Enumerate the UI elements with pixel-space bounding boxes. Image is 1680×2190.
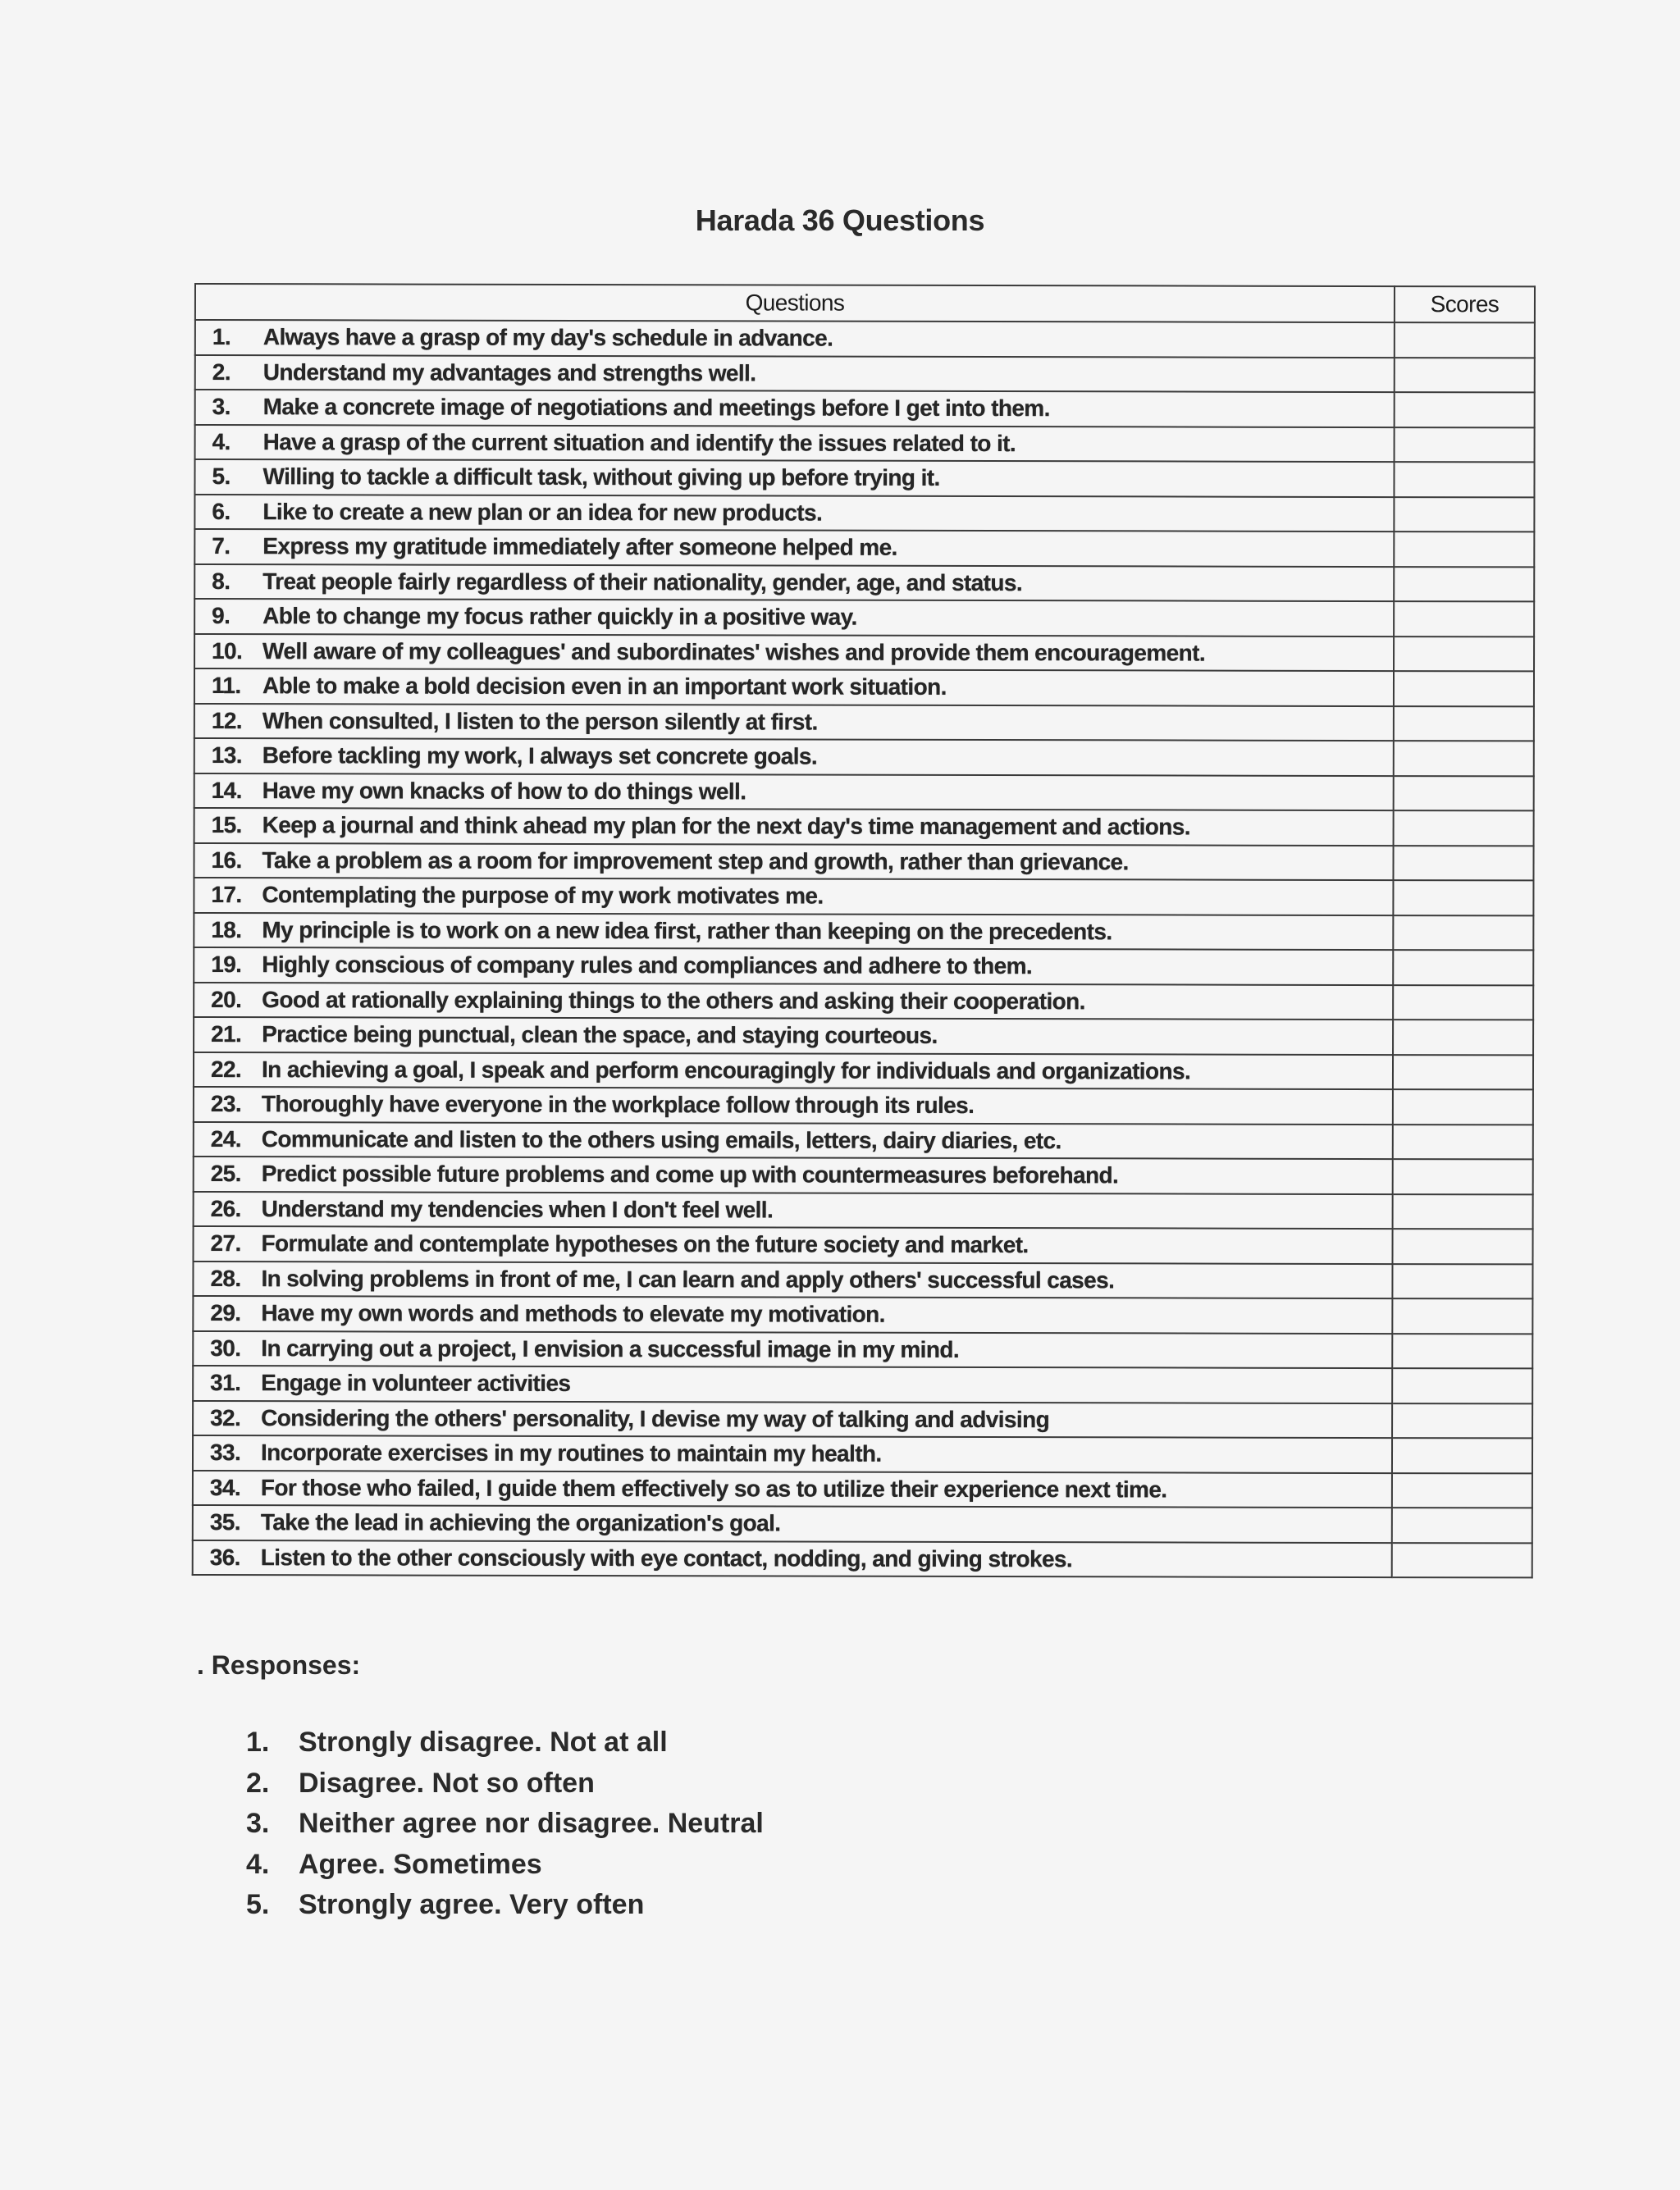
question-text: In solving problems in front of me, I can learn and apply others' successful cases. <box>261 1265 1115 1293</box>
response-text: Agree. Sometimes <box>299 1848 542 1880</box>
table-row <box>194 878 1533 915</box>
score-cell[interactable] <box>1393 985 1533 1020</box>
table-row <box>194 599 1534 636</box>
question-number: 2. <box>212 358 231 385</box>
table-row <box>195 425 1535 463</box>
question-cell <box>193 1261 1392 1298</box>
question-text: Understand my advantages and strengths well. <box>262 358 756 386</box>
question-cell <box>194 1226 1393 1264</box>
question-text: Like to create a new plan or an idea for new products. <box>262 498 823 526</box>
response-number: 1. <box>246 1727 270 1758</box>
response-text: Strongly disagree. Not at all <box>299 1727 668 1758</box>
question-cell <box>194 459 1394 497</box>
question-number: 5. <box>212 463 231 490</box>
question-cell <box>195 320 1395 358</box>
question-number: 25. <box>210 1161 241 1187</box>
question-text: Treat people fairly regardless of their nationality, gender, age, and status. <box>262 568 1023 595</box>
table-row <box>194 1191 1533 1229</box>
table-row <box>193 1540 1532 1577</box>
question-cell <box>195 390 1395 427</box>
question-number: 9. <box>212 603 231 629</box>
question-number: 18. <box>211 916 242 942</box>
response-text: Neither agree nor disagree. Neutral <box>299 1808 764 1839</box>
questions-header: Questions <box>195 284 1395 322</box>
question-number: 32. <box>210 1404 241 1430</box>
table-row <box>194 704 1534 741</box>
score-cell[interactable] <box>1392 1543 1532 1578</box>
question-text: Predict possible future problems and come up with countermeasures beforehand. <box>261 1161 1119 1189</box>
table-row <box>193 1435 1532 1473</box>
question-number: 7. <box>212 533 231 559</box>
table-row <box>194 1226 1533 1264</box>
question-cell <box>194 878 1393 915</box>
table-row <box>194 1157 1533 1194</box>
response-number: 5. <box>246 1889 270 1920</box>
score-cell[interactable] <box>1393 846 1533 881</box>
question-cell <box>194 983 1393 1020</box>
question-number: 1. <box>212 324 231 350</box>
question-number: 28. <box>210 1265 241 1291</box>
table-row <box>194 564 1534 602</box>
question-text: Practice being punctual, clean the space, and staying courteous. <box>262 1021 938 1049</box>
question-number: 21. <box>211 1021 242 1047</box>
question-text: Incorporate exercises in my routines to maintain my health. <box>260 1439 882 1467</box>
question-text: For those who failed, I guide them effectively so as to utilize their experience next time. <box>260 1474 1167 1503</box>
question-number: 8. <box>212 568 231 594</box>
table-row <box>194 843 1533 881</box>
question-number: 30. <box>210 1335 241 1361</box>
question-number: 34. <box>209 1474 241 1500</box>
question-number: 6. <box>212 498 231 524</box>
score-cell[interactable] <box>1394 810 1534 846</box>
question-text: In carrying out a project, I envision a successful image in my mind. <box>261 1335 960 1362</box>
table-row <box>193 1366 1532 1403</box>
table-row <box>194 634 1534 672</box>
score-cell[interactable] <box>1392 1438 1532 1473</box>
question-number: 13. <box>211 742 242 769</box>
question-text: Make a concrete image of negotiations and meetings before I get into them. <box>262 394 1050 422</box>
responses-list <box>246 1722 764 1926</box>
table-header-row <box>195 284 1535 322</box>
question-text: Willing to tackle a difficult task, without giving up before trying it. <box>262 463 940 491</box>
table-row <box>194 1121 1533 1159</box>
question-cell <box>193 1540 1392 1577</box>
score-cell[interactable] <box>1395 427 1535 463</box>
question-text: Have a grasp of the current situation and identify the issues related to it. <box>262 428 1016 456</box>
question-cell <box>193 1435 1392 1473</box>
question-number: 4. <box>212 428 231 454</box>
score-cell[interactable] <box>1393 880 1533 915</box>
question-cell <box>193 1400 1392 1438</box>
question-number: 24. <box>210 1125 241 1152</box>
question-text: Highly conscious of company rules and compliances and adhere to them. <box>262 951 1033 979</box>
score-cell[interactable] <box>1394 497 1534 532</box>
score-cell[interactable] <box>1394 636 1534 672</box>
question-number: 22. <box>210 1056 242 1082</box>
score-cell[interactable] <box>1393 1089 1533 1125</box>
table-row <box>194 1052 1533 1090</box>
question-number: 23. <box>210 1091 242 1117</box>
table-row <box>194 983 1533 1020</box>
table-row <box>194 773 1534 811</box>
question-cell <box>194 1191 1393 1229</box>
questions-table <box>192 283 1536 1578</box>
question-cell <box>193 1505 1392 1543</box>
question-number: 35. <box>209 1509 240 1535</box>
response-item <box>246 1722 764 1763</box>
question-text: Considering the others' personality, I devise my way of talking and advising <box>261 1404 1050 1432</box>
table-row <box>195 390 1535 427</box>
response-number: 2. <box>246 1767 270 1799</box>
score-cell[interactable] <box>1392 1264 1532 1299</box>
score-cell[interactable] <box>1395 392 1535 427</box>
score-cell[interactable] <box>1393 1020 1533 1055</box>
question-number: 10. <box>212 637 243 664</box>
score-cell[interactable] <box>1392 1298 1532 1334</box>
question-text: Keep a journal and think ahead my plan for the next day's time management and actions. <box>262 812 1190 840</box>
score-cell[interactable] <box>1393 950 1533 985</box>
question-cell <box>194 1017 1393 1055</box>
question-number: 20. <box>211 986 242 1012</box>
question-number: 19. <box>211 951 242 978</box>
question-text: Communicate and listen to the others using emails, letters, dairy diaries, etc. <box>261 1125 1061 1153</box>
question-text: Understand my tendencies when I don't feel well. <box>261 1195 774 1223</box>
response-item <box>246 1845 764 1886</box>
responses-label: . Responses: <box>197 1650 361 1680</box>
score-cell[interactable] <box>1393 1159 1533 1194</box>
question-text: Thoroughly have everyone in the workplace follow through its rules. <box>261 1091 975 1119</box>
question-cell <box>194 668 1394 706</box>
table-row <box>193 1261 1532 1298</box>
question-cell <box>194 1087 1393 1125</box>
score-cell[interactable] <box>1393 1194 1533 1230</box>
question-text: Express my gratitude immediately after someone helped me. <box>262 533 897 561</box>
question-number: 27. <box>210 1230 241 1257</box>
response-item <box>246 1804 764 1845</box>
score-cell[interactable] <box>1392 1368 1532 1403</box>
table-row <box>194 1087 1533 1125</box>
table-row <box>193 1330 1532 1368</box>
table-row <box>195 355 1535 393</box>
table-row <box>195 320 1535 358</box>
response-number: 3. <box>246 1808 270 1839</box>
table-row <box>193 1470 1532 1508</box>
score-cell[interactable] <box>1395 322 1535 358</box>
question-number: 16. <box>211 846 242 873</box>
question-cell <box>194 913 1393 951</box>
question-text: Have my own knacks of how to do things well. <box>262 777 746 805</box>
question-number: 33. <box>209 1439 241 1466</box>
table-row <box>194 495 1534 532</box>
question-cell <box>195 355 1395 393</box>
score-cell[interactable] <box>1394 706 1534 741</box>
table-row <box>194 738 1534 776</box>
question-cell <box>194 704 1394 741</box>
scores-header: Scores <box>1395 286 1535 322</box>
score-cell[interactable] <box>1393 1055 1533 1090</box>
score-cell[interactable] <box>1392 1473 1532 1508</box>
question-cell <box>193 1296 1392 1334</box>
question-cell <box>194 843 1393 881</box>
score-cell[interactable] <box>1395 358 1535 393</box>
question-cell <box>194 1157 1393 1194</box>
question-number: 15. <box>211 812 242 838</box>
question-cell <box>194 495 1394 532</box>
score-cell[interactable] <box>1394 741 1534 776</box>
question-text: Always have a grasp of my day's schedule in advance. <box>262 324 833 351</box>
table-row <box>193 1505 1532 1543</box>
question-text: Good at rationally explaining things to the others and asking their cooperation. <box>262 986 1085 1015</box>
score-cell[interactable] <box>1392 1508 1532 1543</box>
score-cell[interactable] <box>1394 462 1534 497</box>
question-cell <box>194 599 1394 636</box>
question-number: 12. <box>211 707 243 733</box>
score-cell[interactable] <box>1392 1334 1532 1369</box>
table-row <box>193 1400 1532 1438</box>
question-text: Able to make a bold decision even in an important work situation. <box>262 673 947 700</box>
question-text: In achieving a goal, I speak and perform encouragingly for individuals and organizations. <box>261 1056 1191 1084</box>
response-number: 4. <box>246 1848 270 1880</box>
question-text: Take a problem as a room for improvement step and growth, rather than grievance. <box>262 846 1129 875</box>
question-cell <box>193 1470 1392 1508</box>
question-text: Contemplating the purpose of my work motivates me. <box>262 882 824 909</box>
score-cell[interactable] <box>1394 776 1534 811</box>
question-cell <box>194 1052 1393 1090</box>
score-cell[interactable] <box>1392 1229 1532 1264</box>
question-text: Before tackling my work, I always set concrete goals. <box>262 742 818 769</box>
score-cell[interactable] <box>1394 532 1534 567</box>
question-number: 11. <box>211 673 241 699</box>
question-cell <box>194 947 1393 985</box>
response-text: Disagree. Not so often <box>299 1767 595 1799</box>
question-cell <box>195 425 1395 463</box>
score-cell[interactable] <box>1393 915 1533 951</box>
question-number: 17. <box>211 882 242 908</box>
question-number: 14. <box>211 777 242 803</box>
question-number: 3. <box>212 394 231 420</box>
table-row <box>193 1296 1532 1334</box>
score-cell[interactable] <box>1393 1125 1533 1160</box>
question-cell <box>194 1121 1393 1159</box>
question-number: 26. <box>210 1195 241 1221</box>
question-cell <box>194 738 1394 776</box>
question-cell <box>194 634 1394 672</box>
response-text: Strongly agree. Very often <box>299 1889 645 1920</box>
question-text: Take the lead in achieving the organization's goal. <box>260 1509 781 1536</box>
table-row <box>194 668 1534 706</box>
score-cell[interactable] <box>1394 601 1534 636</box>
questions-table-body <box>193 320 1535 1577</box>
table-row <box>194 1017 1533 1055</box>
question-cell <box>193 1330 1392 1368</box>
document-title: Harada 36 Questions <box>695 203 985 237</box>
question-text: My principle is to work on a new idea first, rather than keeping on the precedents. <box>262 916 1112 945</box>
question-cell <box>193 1366 1392 1403</box>
question-cell <box>194 564 1394 602</box>
table-row <box>194 459 1534 497</box>
question-text: Formulate and contemplate hypotheses on the future society and market. <box>261 1230 1029 1258</box>
question-text: Able to change my focus rather quickly in a positive way. <box>262 603 857 630</box>
score-cell[interactable] <box>1392 1403 1532 1439</box>
question-number: 31. <box>210 1370 241 1396</box>
question-cell <box>194 529 1394 567</box>
table-row <box>194 947 1533 985</box>
score-cell[interactable] <box>1394 567 1534 602</box>
table-row <box>194 529 1534 567</box>
response-item <box>246 1885 764 1926</box>
question-number: 29. <box>210 1300 241 1326</box>
question-text: Engage in volunteer activities <box>261 1370 571 1397</box>
score-cell[interactable] <box>1394 671 1534 706</box>
question-cell <box>194 773 1394 811</box>
response-item <box>246 1763 764 1804</box>
question-cell <box>194 808 1394 846</box>
question-text: Listen to the other consciously with eye contact, nodding, and giving strokes. <box>260 1544 1073 1572</box>
table-row <box>194 913 1533 951</box>
question-text: Well aware of my colleagues' and subordinates' wishes and provide them encouragement. <box>262 637 1206 666</box>
question-text: Have my own words and methods to elevate my motivation. <box>261 1300 885 1328</box>
question-number: 36. <box>209 1544 240 1570</box>
question-text: When consulted, I listen to the person silently at first. <box>262 707 818 735</box>
table-row <box>194 808 1534 846</box>
